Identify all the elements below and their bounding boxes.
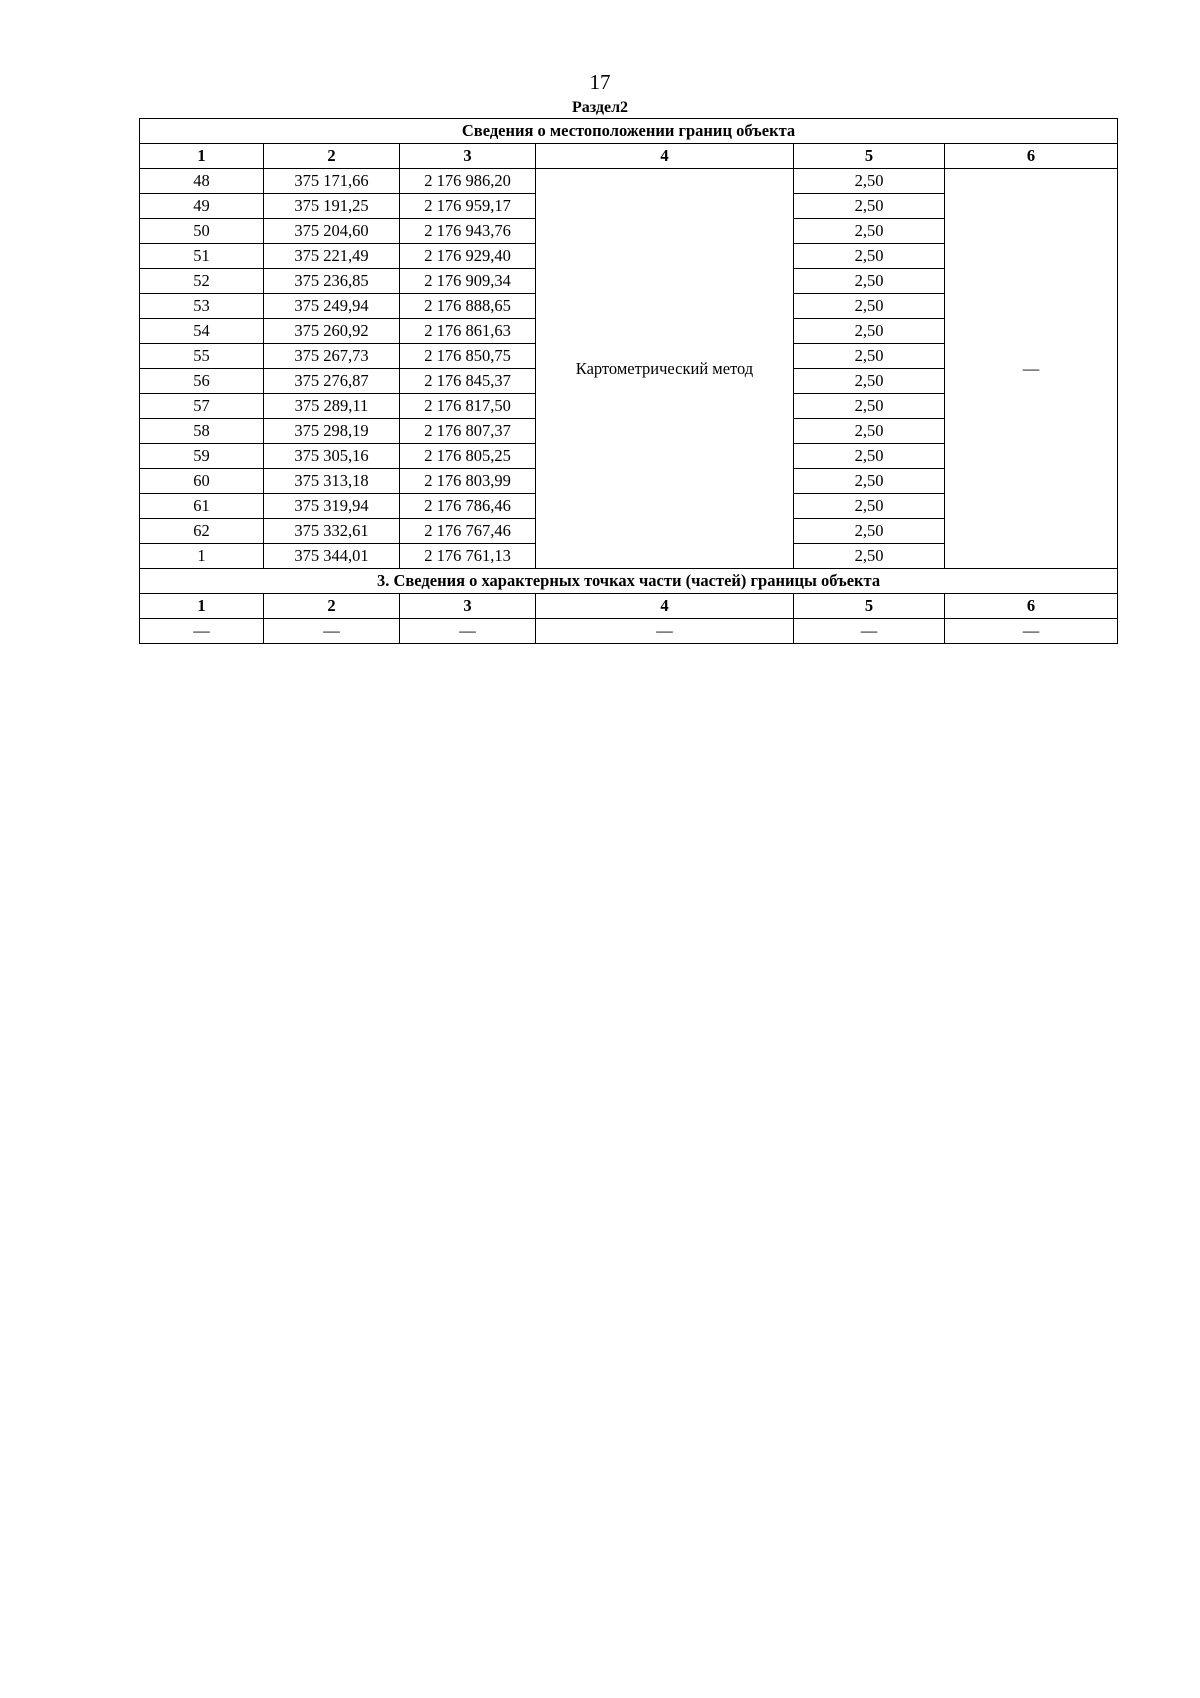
table2-header-cell: 2 bbox=[264, 594, 400, 619]
point-number-cell: 50 bbox=[140, 219, 264, 244]
coord-x-cell: 375 191,25 bbox=[264, 194, 400, 219]
point-number-cell: 62 bbox=[140, 519, 264, 544]
point-number-cell: 52 bbox=[140, 269, 264, 294]
accuracy-cell: 2,50 bbox=[794, 394, 945, 419]
point-number-cell: 51 bbox=[140, 244, 264, 269]
point-number-cell: 60 bbox=[140, 469, 264, 494]
coord-x-cell: 375 267,73 bbox=[264, 344, 400, 369]
table2-caption: 3. Сведения о характерных точках части (частей) границы объекта bbox=[140, 569, 1118, 594]
point-number-cell: 57 bbox=[140, 394, 264, 419]
table1-header-cell: 5 bbox=[794, 144, 945, 169]
point-number-cell: 59 bbox=[140, 444, 264, 469]
accuracy-cell: 2,50 bbox=[794, 419, 945, 444]
coord-y-cell: 2 176 845,37 bbox=[400, 369, 536, 394]
coord-x-cell: 375 221,49 bbox=[264, 244, 400, 269]
accuracy-cell: 2,50 bbox=[794, 219, 945, 244]
coord-y-cell: 2 176 861,63 bbox=[400, 319, 536, 344]
coord-x-cell: 375 305,16 bbox=[264, 444, 400, 469]
point-number-cell: 56 bbox=[140, 369, 264, 394]
coord-y-cell: 2 176 959,17 bbox=[400, 194, 536, 219]
coord-y-cell: 2 176 761,13 bbox=[400, 544, 536, 569]
coord-x-cell: 375 260,92 bbox=[264, 319, 400, 344]
table2-header-cell: 4 bbox=[536, 594, 794, 619]
coord-x-cell: 375 249,94 bbox=[264, 294, 400, 319]
table1-header-cell: 1 bbox=[140, 144, 264, 169]
point-number-cell: 48 bbox=[140, 169, 264, 194]
coord-y-cell: 2 176 767,46 bbox=[400, 519, 536, 544]
section-title: Раздел2 bbox=[571, 99, 629, 116]
table1-header-cell: 4 bbox=[536, 144, 794, 169]
coord-x-cell: 375 344,01 bbox=[264, 544, 400, 569]
table-row bbox=[140, 169, 1118, 194]
empty-dash-cell: — bbox=[264, 619, 400, 644]
accuracy-cell: 2,50 bbox=[794, 319, 945, 344]
coord-y-cell: 2 176 803,99 bbox=[400, 469, 536, 494]
accuracy-cell: 2,50 bbox=[794, 344, 945, 369]
table2-header-cell: 5 bbox=[794, 594, 945, 619]
accuracy-cell: 2,50 bbox=[794, 169, 945, 194]
table1-header-row bbox=[140, 144, 1118, 169]
empty-dash-cell: — bbox=[400, 619, 536, 644]
coord-y-cell: 2 176 850,75 bbox=[400, 344, 536, 369]
table2-caption-row bbox=[140, 569, 1118, 594]
description-cell: — bbox=[945, 169, 1118, 569]
empty-dash-cell: — bbox=[945, 619, 1118, 644]
accuracy-cell: 2,50 bbox=[794, 294, 945, 319]
accuracy-cell: 2,50 bbox=[794, 469, 945, 494]
coord-y-cell: 2 176 888,65 bbox=[400, 294, 536, 319]
coord-y-cell: 2 176 909,34 bbox=[400, 269, 536, 294]
accuracy-cell: 2,50 bbox=[794, 544, 945, 569]
accuracy-cell: 2,50 bbox=[794, 369, 945, 394]
table2-header-row bbox=[140, 594, 1118, 619]
table2-header-cell: 3 bbox=[400, 594, 536, 619]
table1-caption: Сведения о местоположении границ объекта bbox=[140, 119, 1118, 144]
coord-x-cell: 375 332,61 bbox=[264, 519, 400, 544]
coord-y-cell: 2 176 786,46 bbox=[400, 494, 536, 519]
point-number-cell: 1 bbox=[140, 544, 264, 569]
point-number-cell: 49 bbox=[140, 194, 264, 219]
empty-dash-cell: — bbox=[536, 619, 794, 644]
accuracy-cell: 2,50 bbox=[794, 494, 945, 519]
accuracy-cell: 2,50 bbox=[794, 194, 945, 219]
point-number-cell: 58 bbox=[140, 419, 264, 444]
coord-x-cell: 375 171,66 bbox=[264, 169, 400, 194]
point-number-cell: 55 bbox=[140, 344, 264, 369]
coord-y-cell: 2 176 986,20 bbox=[400, 169, 536, 194]
coord-x-cell: 375 289,11 bbox=[264, 394, 400, 419]
accuracy-cell: 2,50 bbox=[794, 519, 945, 544]
accuracy-cell: 2,50 bbox=[794, 444, 945, 469]
table-row bbox=[140, 619, 1118, 644]
coord-y-cell: 2 176 817,50 bbox=[400, 394, 536, 419]
coord-y-cell: 2 176 807,37 bbox=[400, 419, 536, 444]
accuracy-cell: 2,50 bbox=[794, 244, 945, 269]
point-number-cell: 61 bbox=[140, 494, 264, 519]
table2-header-cell: 1 bbox=[140, 594, 264, 619]
accuracy-cell: 2,50 bbox=[794, 269, 945, 294]
boundary-table-body bbox=[140, 119, 1118, 644]
empty-dash-cell: — bbox=[140, 619, 264, 644]
coord-x-cell: 375 298,19 bbox=[264, 419, 400, 444]
coord-y-cell: 2 176 805,25 bbox=[400, 444, 536, 469]
coord-x-cell: 375 204,60 bbox=[264, 219, 400, 244]
table1-caption-row bbox=[140, 119, 1118, 144]
point-number-cell: 53 bbox=[140, 294, 264, 319]
page-number: 17 bbox=[589, 70, 611, 94]
coord-x-cell: 375 313,18 bbox=[264, 469, 400, 494]
coord-y-cell: 2 176 943,76 bbox=[400, 219, 536, 244]
empty-dash-cell: — bbox=[794, 619, 945, 644]
table2-header-cell: 6 bbox=[945, 594, 1118, 619]
table1-header-cell: 6 bbox=[945, 144, 1118, 169]
table1-header-cell: 3 bbox=[400, 144, 536, 169]
method-cell: Картометрический метод bbox=[536, 169, 794, 569]
coord-x-cell: 375 236,85 bbox=[264, 269, 400, 294]
coord-y-cell: 2 176 929,40 bbox=[400, 244, 536, 269]
coord-x-cell: 375 319,94 bbox=[264, 494, 400, 519]
point-number-cell: 54 bbox=[140, 319, 264, 344]
table1-header-cell: 2 bbox=[264, 144, 400, 169]
boundary-table bbox=[139, 118, 1118, 644]
coord-x-cell: 375 276,87 bbox=[264, 369, 400, 394]
